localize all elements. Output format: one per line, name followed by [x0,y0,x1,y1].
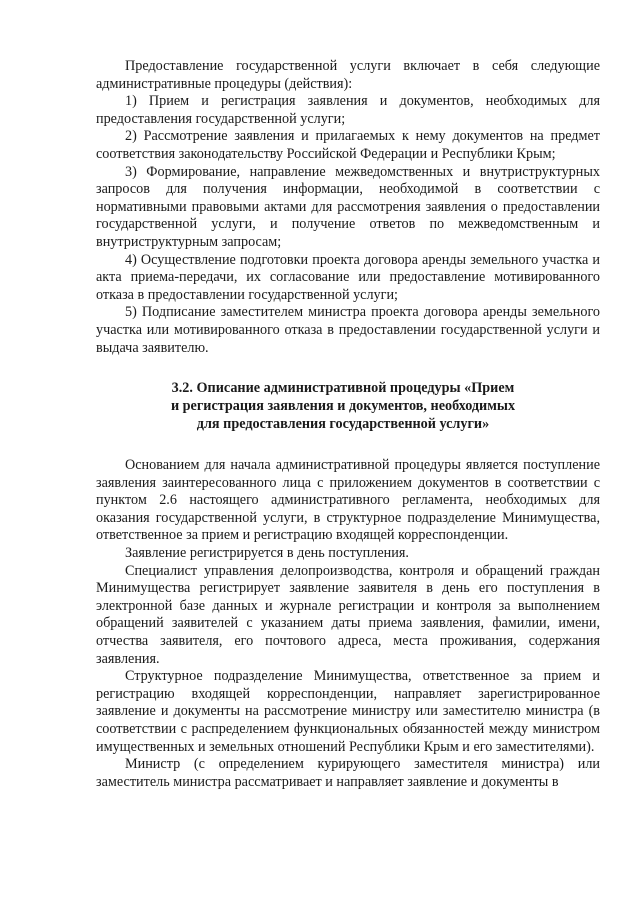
procedure-item-3: 3) Формирование, направление межведомственных и внутриструктурных запросов для получения информации, необходимой в соответствии с нормативными правовыми актами для рассмотрения заявления о предоставлении государственной услуги, и получение ответов по межведомственным и внутриструктурным запросам; [96,163,600,250]
section-heading-line: 3.2. Описание административной процедуры «Прием [171,380,515,397]
procedures-list [96,58,600,357]
intro-paragraph: Предоставление государственной услуги включает в себя следующие административные процедуры (действия): [96,58,600,92]
body-paragraph: Специалист управления делопроизводства, контроля и обращений граждан Минимущества регистрирует заявление заявителя в день его поступления в электронной базе данных и журнале регистрации и контроля за выполнением обращений заявителей с указанием даты приема заявления, фамилии, имени, отчества заявителя, его почтового адреса, места проживания, содержания заявления. [96,562,600,667]
section-heading-line: для предоставления государственной услуги» [196,416,490,433]
body-paragraph: Заявление регистрируется в день поступления. [125,545,409,562]
procedure-item-2: 2) Рассмотрение заявления и прилагаемых к нему документов на предмет соответствия законодательству Российской Федерации и Республики Крым; [96,128,600,162]
body-paragraph: Основанием для начала административной процедуры является поступление заявления заинтересованного лица с приложением документов в соответствии с пунктом 2.6 настоящего административного регламента, необходимых для оказания государственной услуги, в структурное подразделение Минимущества, ответственное за прием и регистрацию входящей корреспонденции. [96,457,600,544]
body-paragraph: Министр (с определением курирующего заместителя министра) или заместитель министра рассматривает и направляет заявление и документы в [96,756,600,790]
section-heading [96,379,600,433]
section-body [96,457,600,791]
procedure-item-1: 1) Прием и регистрация заявления и документов, необходимых для предоставления государственной услуги; [96,93,600,127]
body-paragraph: Структурное подразделение Минимущества, ответственное за прием и регистрацию входящей корреспонденции, направляет зарегистрированное заявление и документы на рассмотрение министру или заместителю министра (в соответствии с распределением функциональных обязанностей между министром имущественных и земельных отношений Республики Крым и его заместителями). [96,668,600,755]
procedure-item-4: 4) Осуществление подготовки проекта договора аренды земельного участка и акта приема-передачи, их согласование или предоставление мотивированного отказа в предоставлении государственной услуги; [96,251,600,303]
procedure-item-5: 5) Подписание заместителем министра проекта договора аренды земельного участка или мотивированного отказа в предоставлении государственной услуги и выдача заявителю. [96,304,600,356]
section-heading-line: и регистрация заявления и документов, необходимых [170,398,516,415]
